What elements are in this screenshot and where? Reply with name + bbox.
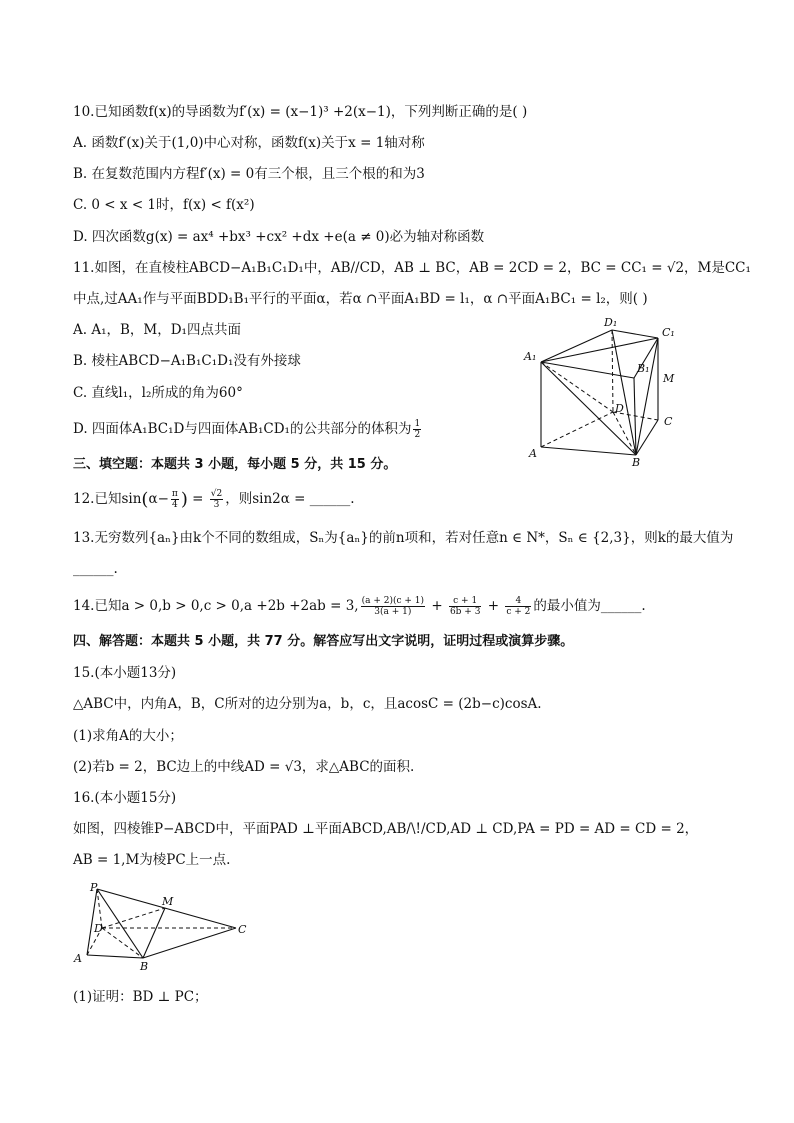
q16-title: 16.(本小题15分) [73, 790, 177, 806]
fraction-denominator: 6b + 3 [449, 607, 481, 617]
q14-plus: + [427, 598, 447, 614]
edge-d-b [102, 928, 143, 958]
fraction [413, 419, 421, 440]
label-m: M [162, 895, 174, 908]
section-solve-heading: 四、解答题：本题共 5 小题，共 77 分。解答应写出文字说明，证明过程或演算步骤。 [73, 634, 574, 649]
q14-suffix: 的最小值为______. [533, 598, 646, 614]
label-d: D [94, 922, 103, 935]
label-c: C [664, 415, 673, 428]
fraction-denominator: 3 [213, 500, 220, 510]
q11-option-d-text: D. 四面体A₁BC₁D与四面体AB₁CD₁的公共部分的体积为 [73, 421, 412, 437]
prism-figure [520, 312, 700, 472]
diag-d1-b [612, 330, 636, 455]
fraction [361, 596, 425, 617]
label-c1: C₁ [662, 326, 675, 339]
q14-prefix: 14.已知a > 0,b > 0,c > 0,a +2b +2ab = 3, [73, 598, 359, 614]
q12-alpha: α− [148, 491, 169, 507]
fraction [449, 596, 481, 617]
label-c: C [238, 923, 247, 936]
edge-a-b [87, 955, 143, 958]
edge-d1-c1 [612, 330, 658, 338]
edge-a1-d1 [541, 330, 612, 362]
label-a: A [74, 952, 82, 965]
edge-p-b [97, 889, 143, 958]
label-p: P [90, 881, 98, 894]
label-b: B [140, 960, 149, 973]
label-a: A [529, 447, 537, 460]
label-a1: A₁ [524, 350, 537, 363]
label-d1: D₁ [604, 316, 618, 329]
q15-stem: △ABC中，内角A，B，C所对的边分别为a，b，c，且acosC = (2b−c)cosA. [73, 696, 542, 712]
label-m: M [663, 372, 675, 385]
q12-suffix: ，则sin2α = ______. [225, 491, 355, 507]
fraction [171, 489, 179, 510]
q15-title: 15.(本小题13分) [73, 665, 177, 681]
fraction-numerator: 1 [414, 419, 421, 429]
edge-d1-d [612, 330, 613, 412]
label-d: D [615, 402, 624, 415]
q11-option-d [73, 417, 423, 441]
section-fill-in-heading: 三、填空题：本题共 3 小题，每小题 5 分，共 15 分。 [73, 457, 397, 472]
fraction [505, 596, 531, 617]
q13-line1: 13.无穷数列{aₙ}由k个不同的数组成，Sₙ为{aₙ}的前n项和，若对任意n ∈ N*，Sₙ ∈ {2,3}，则k的最大值为 [73, 530, 734, 546]
edge-a-b [541, 447, 636, 455]
q10-option-a: A. 函数f′(x)关于(1,0)中心对称，函数f(x)关于x = 1轴对称 [73, 135, 425, 151]
fraction-denominator: c + 2 [506, 607, 531, 617]
q14-plus: + [483, 598, 504, 614]
q11-option-a: A. A₁，B，M，D₁四点共面 [73, 322, 241, 338]
fraction [210, 489, 223, 510]
q10-option-d: D. 四次函数g(x) = ax⁴ +bx³ +cx² +dx +e(a ≠ 0)必为轴对称函数 [73, 229, 485, 245]
fraction-numerator: √2 [210, 489, 223, 499]
label-b: B [632, 456, 641, 469]
fraction-denominator: 4 [171, 500, 178, 510]
q12-line [73, 487, 355, 512]
q12-open-paren: ( [141, 489, 149, 510]
q12-prefix: 12.已知sin [73, 491, 142, 507]
q10-option-b: B. 在复数范围内方程f′(x) = 0有三个根，且三个根的和为3 [73, 166, 425, 182]
fraction-denominator: 2 [414, 430, 421, 440]
q12-close-paren: ) [180, 489, 188, 510]
q10-option-c: C. 0 < x < 1时，f(x) < f(x²) [73, 197, 255, 213]
label-b1: B₁ [637, 362, 650, 375]
fraction-numerator: π [171, 489, 178, 499]
fraction-numerator: 4 [505, 596, 531, 607]
diag-a1-c1 [541, 338, 658, 362]
fraction-denominator: 3(a + 1) [374, 607, 412, 617]
q12-equals: = [187, 491, 208, 507]
q15-part1: (1)求角A的大小； [73, 728, 183, 744]
q11-option-b: B. 棱柱ABCD−A₁B₁C₁D₁没有外接球 [73, 353, 301, 369]
pyramid-figure [70, 878, 255, 976]
q11-stem-line1: 11.如图，在直棱柱ABCD−A₁B₁C₁D₁中，AB//CD，AB ⊥ BC，AB = 2CD = 2，BC = CC₁ = √2，M是CC₁ [73, 260, 751, 276]
q11-stem-line2: 中点,过AA₁作与平面BDD₁B₁平行的平面α，若α ∩平面A₁BD = l₁，α ∩平面A₁BC₁ = l₂，则( ) [73, 291, 648, 307]
fraction-numerator: c + 1 [449, 596, 481, 607]
q10-stem: 10.已知函数f(x)的导函数为f′(x) = (x−1)³ +2(x−1)，下列判断正确的是( ) [73, 104, 528, 120]
q11-option-c: C. 直线l₁，l₂所成的角为60° [73, 385, 243, 401]
q16-part1: (1)证明：BD ⊥ PC； [73, 989, 208, 1005]
q15-part2: (2)若b = 2，BC边上的中线AD = √3，求△ABC的面积. [73, 759, 415, 775]
edge-a-d [541, 412, 613, 447]
edge-m-b [143, 908, 165, 958]
edge-b-c [143, 928, 236, 958]
fraction-numerator: (a + 2)(c + 1) [361, 596, 425, 606]
q16-line1: 如图，四棱锥P−ABCD中，平面PAD ⊥平面ABCD,AB/\!/CD,AD ⊥ CD,PA = PD = AD = CD = 2， [73, 821, 699, 837]
q16-line2: AB = 1,M为棱PC上一点. [73, 852, 231, 868]
diag-a1-d [541, 362, 613, 412]
diag-d-b [613, 412, 636, 455]
q13-line2: ______. [73, 561, 118, 577]
q14-line [73, 594, 646, 618]
